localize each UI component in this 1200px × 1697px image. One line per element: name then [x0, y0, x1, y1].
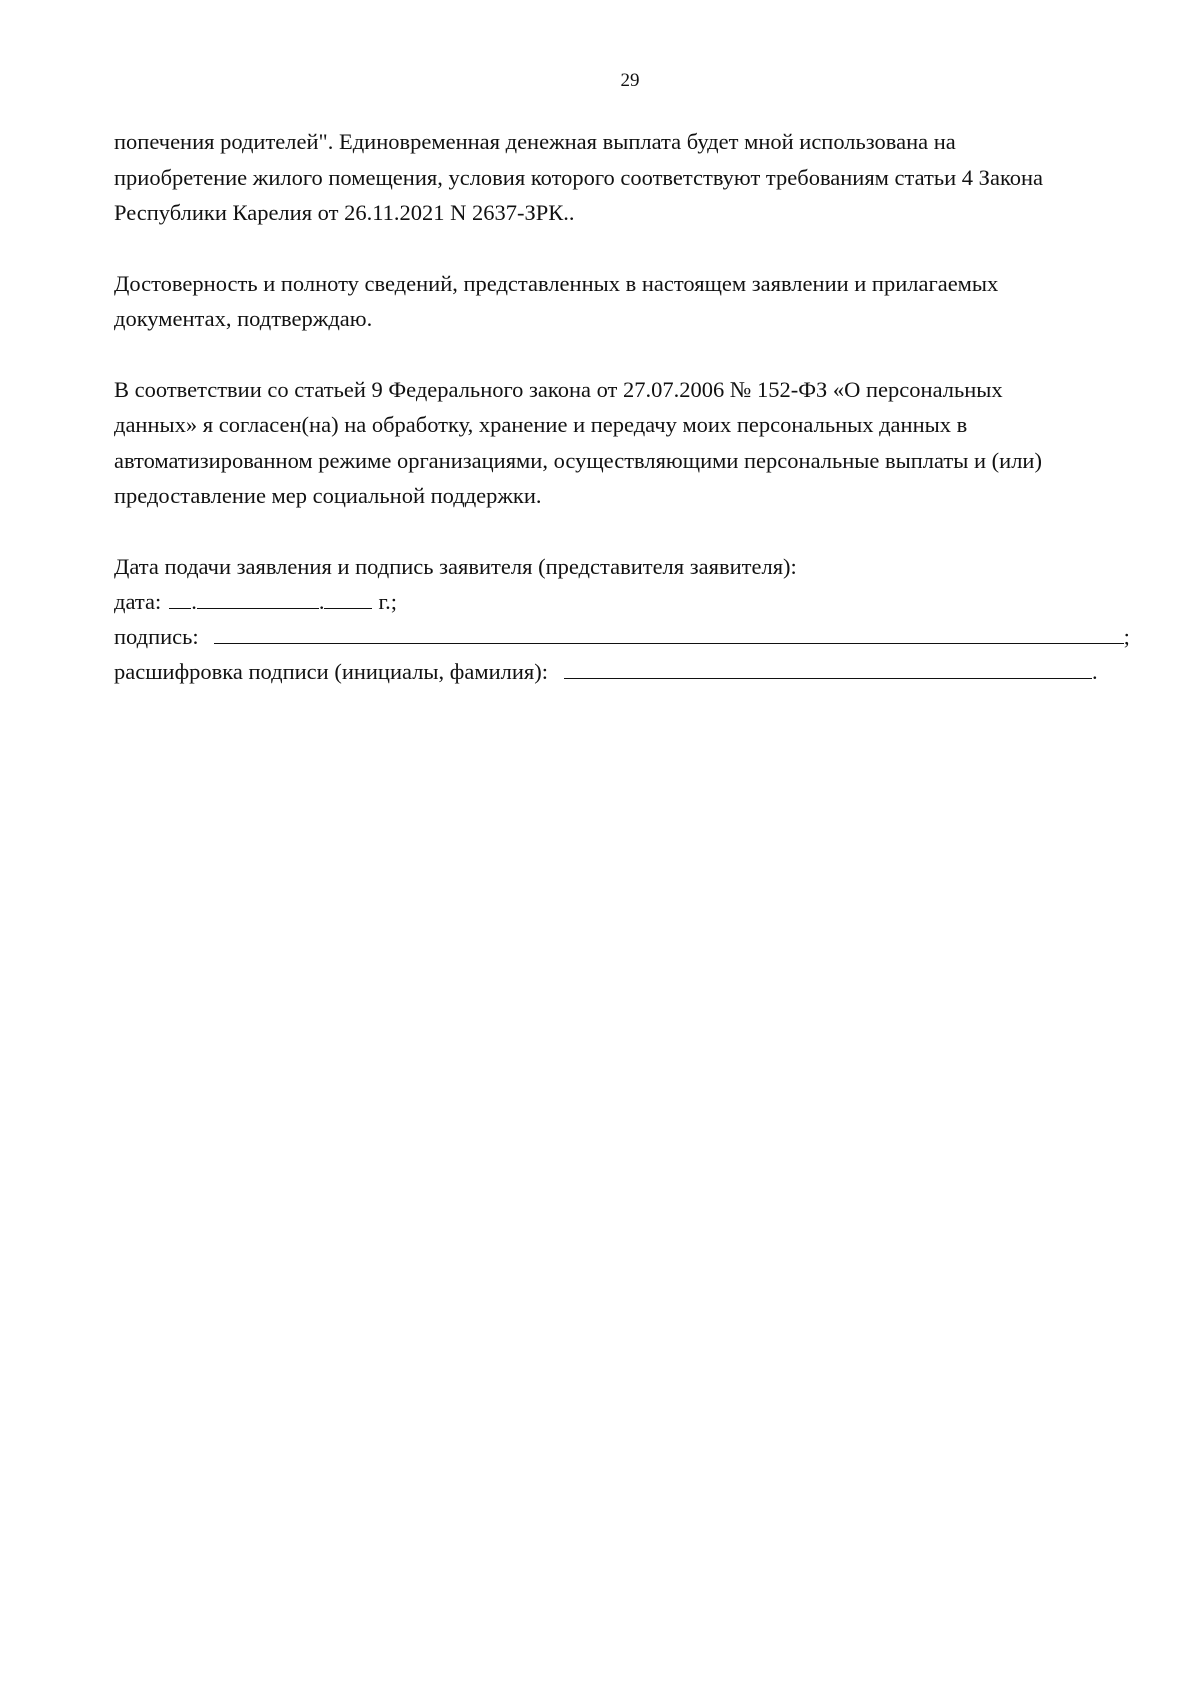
text-line: попечения родителей". Единовременная денежная выплата будет мной использована на	[114, 129, 956, 154]
page-number: 29	[620, 70, 640, 91]
text-line: автоматизированном режиме организациями, осуществляющими персональные выплаты и (или)	[114, 447, 1042, 473]
signature-end: ;	[1123, 623, 1130, 649]
signature-label: подпись:	[114, 623, 199, 649]
text-line: Республики Карелия от 26.11.2021 N 2637-ЗРК..	[114, 200, 575, 225]
date-row	[114, 584, 1154, 619]
date-year-field[interactable]	[324, 607, 372, 609]
text-line: Достоверность и полноту сведений, представленных в настоящем заявлении и прилагаемых	[114, 270, 999, 296]
text-line: предоставление мер социальной поддержки.	[114, 483, 542, 508]
paragraph-confirmation	[114, 266, 1154, 337]
date-separator: .	[318, 588, 325, 614]
signature-decode-end: .	[1092, 658, 1098, 684]
date-month-field[interactable]	[197, 607, 319, 609]
signature-heading: Дата подачи заявления и подпись заявителя (представителя заявителя):	[114, 553, 797, 579]
text-line: приобретение жилого помещения, условия которого соответствуют требованиям статьи 4 Закона	[114, 164, 1044, 190]
signature-decode-label: расшифровка подписи (инициалы, фамилия):	[114, 658, 549, 684]
text-line: данных» я согласен(на) на обработку, хранение и передачу моих персональных данных в	[114, 412, 968, 437]
text-line: В соответствии со статьей 9 Федерального закона от 27.07.2006 № 152-ФЗ «О персональных	[114, 376, 1003, 402]
date-label: дата:	[114, 588, 162, 614]
date-day-field[interactable]	[169, 607, 191, 609]
text-line: документах, подтверждаю.	[114, 306, 373, 331]
signature-row	[114, 619, 1154, 654]
date-separator: .	[191, 588, 197, 614]
signature-block	[114, 549, 1154, 689]
signature-decode-field[interactable]	[564, 677, 1092, 679]
paragraph-funds-usage	[114, 124, 1154, 231]
date-suffix: г.;	[378, 588, 398, 614]
signature-decode-row	[114, 654, 1154, 689]
signature-field[interactable]	[214, 642, 1124, 644]
document-body	[114, 124, 1154, 689]
paragraph-personal-data-consent	[114, 372, 1154, 514]
